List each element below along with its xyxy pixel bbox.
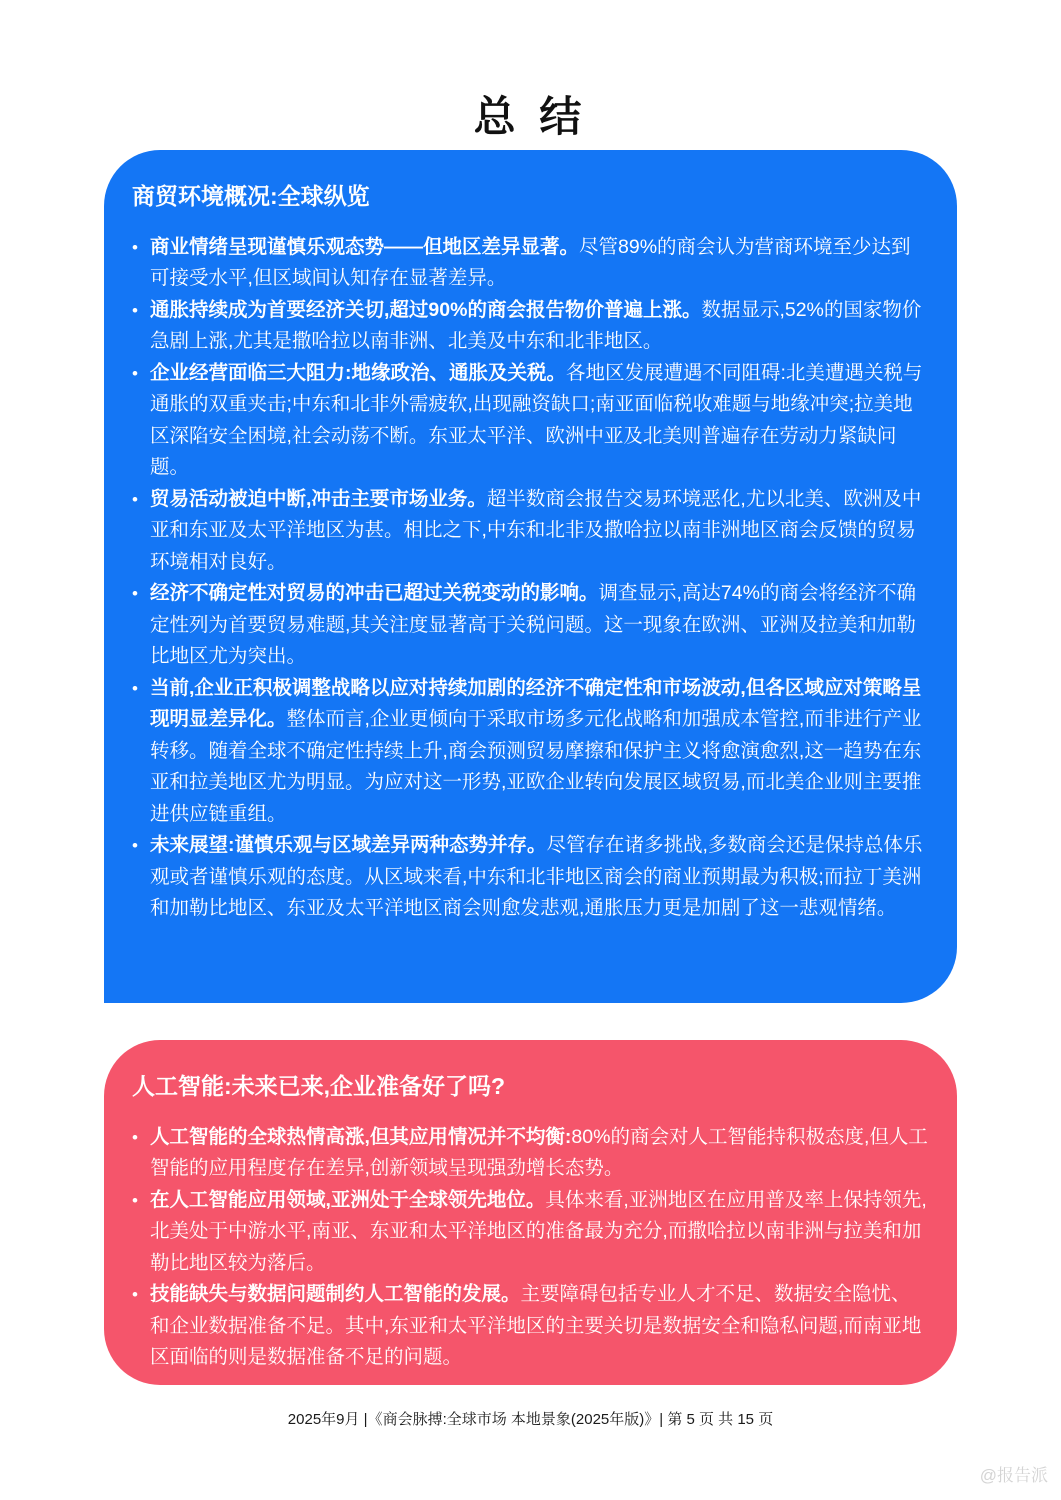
bullet-lead: 商业情绪呈现谨慎乐观态势——但地区差异显著。 [150,235,580,258]
bullet-body: 尽管存在诸多挑战,多数商会还是保持总体乐观或者谨慎乐观的态度。从区域来看,中东和北非地区商会的商业预期最为积极;而拉丁美洲和加勒比地区、东亚及太平洋地区商会则愈发悲观,通胀压力更是加剧了这一悲观情绪。 [150,834,923,920]
bullet-text [150,673,930,831]
bullet-dot-icon: • [132,300,138,320]
list-item [132,578,930,673]
bullet-dot-icon: • [132,1285,138,1305]
bullet-body: 数据显示,52%的国家物价急剧上涨,尤其是撒哈拉以南非洲、北美及中东和北非地区。 [150,298,922,353]
bullet-dot-icon: • [132,1190,138,1210]
trade-card-bullet-list [132,232,930,925]
bullet-dot-icon: • [132,584,138,604]
bullet-body: 超半数商会报告交易环境恶化,尤以北美、欧洲及中亚和东亚及太平洋地区为甚。相比之下,中东和北非及撒哈拉以南非洲地区商会反馈的贸易环境相对良好。 [150,487,922,573]
list-item [132,830,930,925]
page-title: 总 结 [473,93,588,140]
trade-card-heading: 商贸环境概况:全球纵览 [132,183,370,209]
ai-card-heading: 人工智能:未来已来,企业准备好了吗? [132,1073,506,1099]
bullet-body: 主要障碍包括专业人才不足、数据安全隐忧、和企业数据准备不足。其中,东亚和太平洋地区的主要关切是数据安全和隐私问题,而南亚地区面临的则是数据准备不足的问题。 [150,1283,922,1369]
bullet-text [150,1185,930,1280]
bullet-lead: 技能缺失与数据问题制约人工智能的发展。 [150,1283,521,1306]
bullet-text [150,358,930,484]
list-item [132,1185,930,1280]
bullet-dot-icon: • [132,489,138,509]
bullet-text [150,484,930,579]
list-item [132,673,930,831]
bullet-lead: 企业经营面临三大阻力:地缘政治、通胀及关税。 [150,361,566,384]
bullet-lead: 未来展望:谨慎乐观与区域差异两种态势并存。 [150,834,547,857]
page-footer: 2025年9月 |《商会脉搏:全球市场 本地景象(2025年版)》| 第 5 页 共 15 页 [287,1411,774,1428]
ai-readiness-card [104,1040,957,1385]
bullet-body: 调查显示,高达74%的商会将经济不确定性列为首要贸易难题,其关注度显著高于关税问题。这一现象在欧洲、亚洲及拉美和加勒比地区尤为突出。 [150,582,916,668]
bullet-lead: 通胀持续成为首要经济关切,超过90%的商会报告物价普遍上涨。 [150,298,702,321]
bullet-lead: 在人工智能应用领域,亚洲处于全球领先地位。 [150,1188,546,1211]
bullet-body: 尽管89%的商会认为营商环境至少达到可接受水平,但区域间认知存在显著差异。 [150,235,911,290]
bullet-text [150,1122,930,1185]
bullet-dot-icon: • [132,363,138,383]
bullet-body: 具体来看,亚洲地区在应用普及率上保持领先,北美处于中游水平,南亚、东亚和太平洋地区的准备最为充分,而撒哈拉以南非洲与拉美和加勒比地区较为落后。 [150,1188,927,1274]
bullet-dot-icon: • [132,237,138,257]
bullet-text [150,830,930,925]
ai-card-bullet-list [132,1122,930,1374]
list-item [132,295,930,358]
bullet-body: 整体而言,企业更倾向于采取市场多元化战略和加强成本管控,而非进行产业转移。随着全球不确定性持续上升,商会预测贸易摩擦和保护主义将愈演愈烈,这一趋势在东亚和拉美地区尤为明显。为应对这一形势,亚欧企业转向发展区域贸易,而北美企业则主要推进供应链重组。 [150,708,922,825]
bullet-lead: 经济不确定性对贸易的冲击已超过关税变动的影响。 [150,582,599,605]
bullet-text [150,232,930,295]
bullet-dot-icon: • [132,678,138,698]
trade-environment-card [104,150,957,1003]
list-item [132,1122,930,1185]
bullet-lead: 当前,企业正积极调整战略以应对持续加剧的经济不确定性和市场波动,但各区域应对策略呈现明显差异化。 [150,676,922,731]
bullet-lead: 贸易活动被迫中断,冲击主要市场业务。 [150,487,487,510]
list-item [132,1279,930,1374]
bullet-lead: 人工智能的全球热情高涨,但其应用情况并不均衡: [150,1125,572,1148]
list-item [132,484,930,579]
bullet-text [150,578,930,673]
bullet-body: 80%的商会对人工智能持积极态度,但人工智能的应用程度存在差异,创新领域呈现强劲增长态势。 [150,1125,928,1180]
bullet-dot-icon: • [132,1127,138,1147]
bullet-dot-icon: • [132,836,138,856]
list-item [132,358,930,484]
list-item [132,232,930,295]
watermark: @报告派 [979,1466,1048,1485]
bullet-text [150,1279,930,1374]
bullet-text [150,295,930,358]
bullet-body: 各地区发展遭遇不同阻碍:北美遭遇关税与通胀的双重夹击;中东和北非外需疲软,出现融资缺口;南亚面临税收难题与地缘冲突;拉美地区深陷安全困境,社会动荡不断。东亚太平洋、欧洲中亚及北美则普遍存在劳动力紧缺问题。 [150,361,923,479]
